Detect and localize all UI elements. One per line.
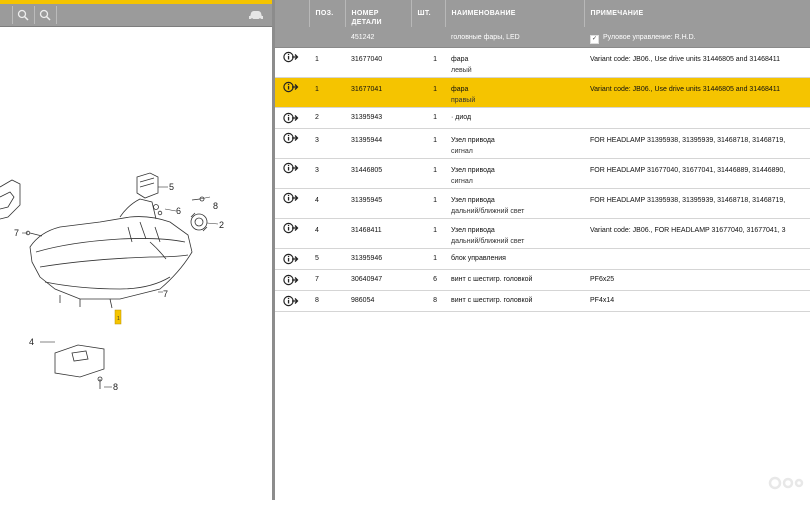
info-link-icon[interactable] [275,77,309,107]
toolbar-separator [56,6,57,24]
parts-diagram[interactable] [0,27,272,500]
row-name-text: · диод [451,113,472,121]
col-name[interactable]: НАИМЕНОВАНИЕ [445,0,584,27]
info-link-icon[interactable] [275,248,309,269]
row-note: FOR HEADLAMP 31395938, 31395939, 31468718, 31468719, [584,188,810,218]
row-qty: 1 [411,107,445,128]
row-name-sub: правый [451,96,476,104]
row-qty: 1 [411,248,445,269]
row-note: Variant code: JB06., FOR HEADLAMP 31677040, 31677041, 3 [584,218,810,248]
row-name [445,290,584,311]
zoom-out-icon[interactable] [36,6,54,24]
callout-5[interactable]: 5 [169,182,175,192]
info-link-icon[interactable] [275,218,309,248]
row-pos: 7 [309,269,345,290]
info-link-icon[interactable] [275,290,309,311]
info-link-icon[interactable] [275,128,309,158]
group-name: головные фары, LED [445,27,584,47]
row-qty: 1 [411,77,445,107]
table-row[interactable] [275,290,810,311]
row-name-text: Узел привода [451,226,495,234]
row-note [584,248,810,269]
row-qty: 1 [411,188,445,218]
table-row[interactable] [275,188,810,218]
row-name [445,269,584,290]
info-link-icon[interactable] [275,47,309,77]
info-link-icon[interactable] [275,107,309,128]
table-row[interactable] [275,218,810,248]
row-name [445,128,584,158]
toolbar-separator [12,6,13,24]
callout-marker-label: 1 [117,316,120,322]
row-qty: 8 [411,290,445,311]
row-note: FOR HEADLAMP 31677040, 31677041, 31446889, 31446890, [584,158,810,188]
row-name-text: блок управления [451,254,506,262]
row-qty: 1 [411,158,445,188]
callout-7[interactable]: 7 [14,228,20,238]
row-note: FOR HEADLAMP 31395938, 31395939, 31468718, 31468719, [584,128,810,158]
row-part-number[interactable]: 986054 [345,290,411,311]
row-name-text: фара [451,85,469,93]
row-qty: 6 [411,269,445,290]
info-link-icon[interactable] [275,158,309,188]
row-qty: 1 [411,47,445,77]
row-part-number[interactable]: 31468411 [345,218,411,248]
info-link-icon[interactable] [275,269,309,290]
table-row[interactable] [275,248,810,269]
row-name-sub: сигнал [451,177,473,185]
col-pos[interactable]: ПОЗ. [309,0,345,27]
group-note [584,27,810,47]
parts-table [275,0,810,312]
group-note-text: Руловое управление: R.H.D. [603,34,696,41]
row-part-number[interactable]: 31395943 [345,107,411,128]
row-note: Variant code: JB06., Use drive units 31446805 and 31468411 [584,77,810,107]
row-qty: 1 [411,218,445,248]
row-name-sub: дальний/ближний свет [451,237,525,245]
row-name-text: фара [451,55,469,63]
callout-4[interactable]: 4 [29,337,35,347]
callout-6[interactable]: 6 [176,206,182,216]
row-pos: 3 [309,158,345,188]
row-part-number[interactable]: 31395944 [345,128,411,158]
group-number: 451242 [345,27,411,47]
table-row[interactable] [275,128,810,158]
row-name [445,107,584,128]
parts-table-panel [275,0,810,500]
row-part-number[interactable]: 31677040 [345,47,411,77]
row-pos: 2 [309,107,345,128]
row-name-text: винт с шестигр. головкой [451,296,533,304]
row-qty: 1 [411,128,445,158]
col-number[interactable]: НОМЕР ДЕТАЛИ [345,0,411,27]
row-part-number[interactable]: 31446805 [345,158,411,188]
diagram-toolbar [0,4,272,27]
row-pos: 5 [309,248,345,269]
row-pos: 4 [309,218,345,248]
row-part-number[interactable]: 31395945 [345,188,411,218]
row-name-sub: дальний/ближний свет [451,207,525,215]
row-name-text: Узел привода [451,136,495,144]
row-name [445,218,584,248]
col-icon [275,0,309,27]
callout-2[interactable]: 2 [219,220,225,230]
row-part-number[interactable]: 31677041 [345,77,411,107]
row-note: PF6x25 [584,269,810,290]
row-name-sub: сигнал [451,147,473,155]
row-name [445,77,584,107]
table-row[interactable] [275,77,810,107]
toolbar-separator [34,6,35,24]
row-name-sub: левый [451,66,472,74]
table-row[interactable] [275,269,810,290]
row-part-number[interactable]: 30640947 [345,269,411,290]
row-name [445,158,584,188]
zoom-in-icon[interactable] [14,6,32,24]
row-pos: 8 [309,290,345,311]
group-row [275,27,810,47]
row-note: Variant code: JB06., Use drive units 31446805 and 31468411 [584,47,810,77]
table-row[interactable] [275,107,810,128]
row-pos: 1 [309,77,345,107]
col-qty[interactable]: ШТ. [411,0,445,27]
row-name [445,188,584,218]
table-row[interactable] [275,47,810,77]
row-name-text: Узел привода [451,166,495,174]
headlamp-drawing [0,173,218,389]
row-part-number[interactable]: 31395946 [345,248,411,269]
watermark-logo [766,472,806,494]
row-pos: 3 [309,128,345,158]
car-icon[interactable] [246,6,266,24]
row-note [584,107,810,128]
row-pos: 1 [309,47,345,77]
checkbox-icon[interactable]: ✓ [591,36,598,42]
row-name-text: Узел привода [451,196,495,204]
table-row[interactable] [275,158,810,188]
row-name [445,47,584,77]
callout-8b[interactable]: 8 [113,382,119,392]
row-pos: 4 [309,188,345,218]
callout-8[interactable]: 8 [213,201,219,211]
row-name [445,248,584,269]
row-name-text: винт с шестигр. головкой [451,275,533,283]
table-header [275,0,810,27]
info-link-icon[interactable] [275,188,309,218]
callout-7b[interactable]: 7 [163,289,169,299]
row-note: PF4x14 [584,290,810,311]
col-note[interactable]: ПРИМЕЧАНИЕ [584,0,810,27]
